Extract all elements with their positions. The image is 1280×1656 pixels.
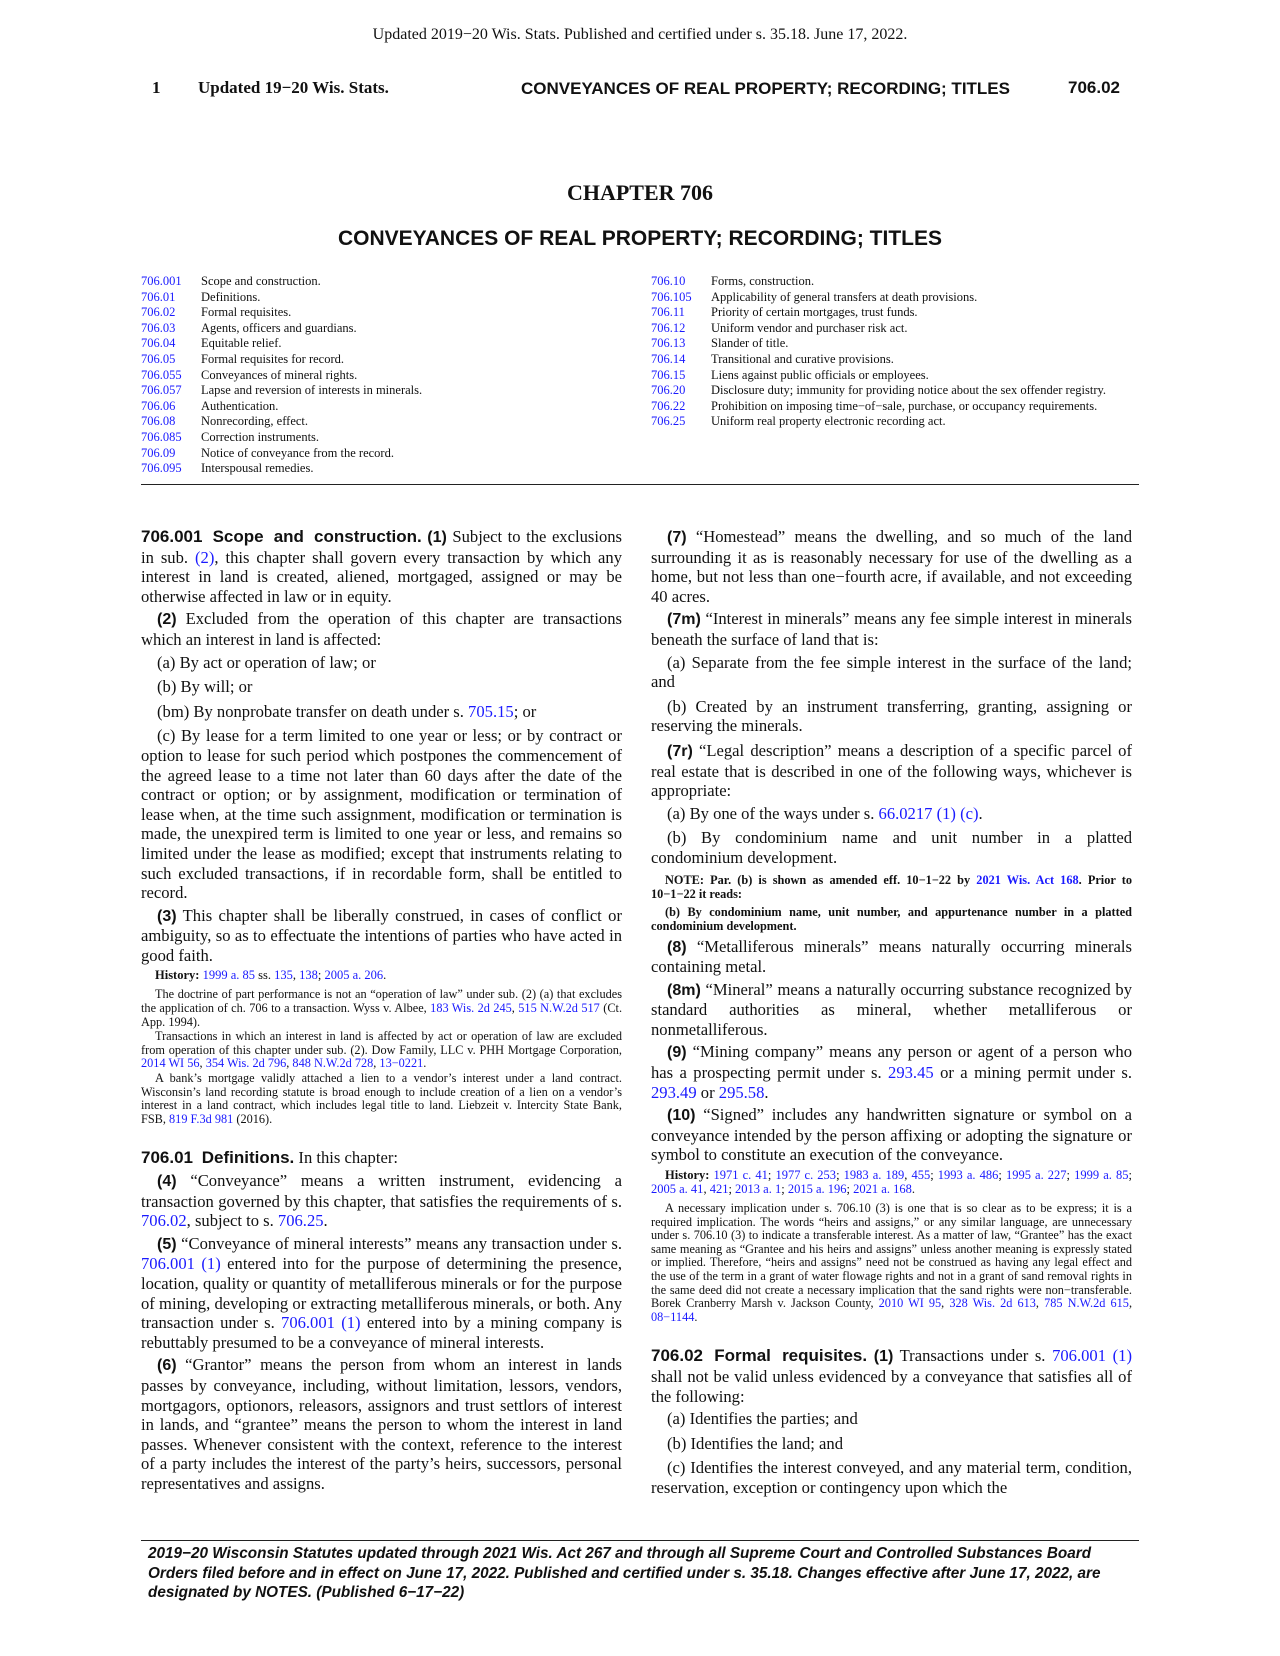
text-run: (b) By will; or: [157, 677, 253, 697]
subsection-paragraph: [651, 527, 1132, 606]
toc-section-link[interactable]: 706.05: [141, 351, 176, 366]
top-line: Updated 2019−20 Wis. Stats. Published and certified under s. 35.18. June 17, 2022.: [372, 26, 908, 43]
text-run: entered into for the purpose of determining the presence, location, quality or quantity of metalliferous minerals or for the purpose of mining, developing or extracting metalliferous minerals, or both. Any transaction under s.: [141, 1254, 622, 1333]
toc-section-title: Nonrecording, effect.: [201, 414, 309, 429]
toc-section-title: Scope and construction.: [201, 274, 321, 288]
subsection-paragraph: [141, 1171, 622, 1231]
list-item: [651, 804, 1132, 824]
text-run: Subject to the exclusions in sub.: [141, 527, 622, 567]
toc-section-title: Correction instruments.: [201, 429, 320, 444]
toc-section-link[interactable]: 706.14: [651, 351, 686, 366]
toc-section-link[interactable]: 706.01: [141, 289, 176, 304]
text-run: .: [911, 1182, 915, 1197]
toc-entry: [651, 321, 1135, 337]
text-run: or: [696, 1082, 719, 1102]
chapter-number: CHAPTER 706: [566, 180, 714, 205]
list-item: [651, 653, 1132, 692]
toc-section-title: Uniform real property electronic recording act.: [711, 414, 946, 429]
toc-entry: [141, 414, 611, 430]
toc-section-link[interactable]: 706.09: [141, 445, 176, 460]
toc-section-link[interactable]: 706.055: [141, 367, 182, 382]
toc-entry: [651, 399, 1135, 415]
text-run: ;: [998, 1168, 1006, 1183]
history-note: [141, 968, 622, 982]
citation-link[interactable]: 1983 a. 189: [843, 1168, 905, 1183]
citation-link[interactable]: 2010 WI 95: [878, 1296, 942, 1311]
toc-section-link[interactable]: 706.105: [651, 289, 692, 304]
annotation: [141, 1072, 622, 1126]
toc-section-title: Authentication.: [201, 398, 279, 413]
text-run: This chapter shall be liberally construed, in cases of conflict or ambiguity, so as to effectuate the intentions of parties who have acted in good faith.: [141, 905, 622, 965]
subsection-number: (4): [157, 1173, 177, 1190]
text-run: ;: [846, 1182, 854, 1197]
toc-entry: [141, 274, 611, 290]
citation-link[interactable]: 2014 WI 56: [141, 1056, 200, 1071]
text-run: ;: [317, 968, 325, 983]
subsection-paragraph: [651, 937, 1132, 977]
text-run: .: [694, 1309, 698, 1324]
citation-link[interactable]: 1995 a. 227: [1005, 1168, 1067, 1183]
text-run: ,: [286, 1056, 293, 1071]
toc-entry: [141, 446, 611, 462]
toc-section-link[interactable]: 706.06: [141, 398, 176, 413]
subsection-number: (7r): [667, 742, 693, 760]
citation-link[interactable]: 2015 a. 196: [787, 1182, 847, 1197]
text-run: (c) By lease for a term limited to one year or less; or by contract or option to lease for such period which postpones the commencement of the agreed lease to a time not later than 60 days after the date of the contract or option; or by assignment, modification or termination of lease when, at the time such assignment, modification or termination is made, the unexpired term is limited to one year or less, and remains so limited under the lease as modified; except that instruments relating to such excluded transactions, if in recordable form, shall be entitled to record.: [141, 726, 622, 903]
text-run: ,: [703, 1182, 710, 1197]
toc-section-link[interactable]: 706.11: [651, 305, 685, 320]
citation-link[interactable]: 354 Wis. 2d 796: [205, 1056, 287, 1071]
text-run: ,: [292, 968, 300, 983]
text-run: ss.: [255, 968, 275, 983]
citation-link[interactable]: 66.0217 (1) (c): [878, 803, 979, 823]
toc-entry: [651, 336, 1135, 352]
right-column: [651, 527, 1132, 1503]
text-run: In this chapter:: [294, 1148, 398, 1168]
toc-entry: [651, 274, 1135, 290]
citation-link[interactable]: 2021 a. 168: [853, 1182, 912, 1197]
citation-link[interactable]: 293.45: [888, 1063, 934, 1083]
short-title: Updated 19−20 Wis. Stats.: [198, 78, 389, 97]
section-heading-paragraph: [141, 527, 622, 606]
subsection-number: (6): [157, 1357, 177, 1375]
citation-link[interactable]: (2): [195, 547, 215, 567]
toc-entry: [141, 461, 611, 477]
text-run: .: [383, 968, 387, 983]
text-run: ;: [1128, 1168, 1132, 1183]
chapter-title: CONVEYANCES OF REAL PROPERTY; RECORDING; TITLES: [337, 227, 942, 250]
toc-section-title: Formal requisites for record.: [201, 351, 345, 366]
text-run: ;: [767, 1168, 776, 1183]
list-item: [141, 677, 622, 697]
toc-section-title: Applicability of general transfers at death provisions.: [711, 289, 978, 304]
text-run: (a) Separate from the fee simple interest in the surface of the land; and: [651, 652, 1132, 692]
text-run: (a) By one of the ways under s.: [667, 803, 879, 823]
history-label: History:: [155, 968, 200, 983]
toc-section-link[interactable]: 706.057: [141, 383, 182, 398]
text-run: (a) Identifies the parties; and: [667, 1409, 858, 1429]
text-run: , this chapter shall govern every transaction by which any interest in land is created, aliened, mortgaged, assigned or may be otherwise affected in law or in equity.: [141, 547, 622, 606]
editorial-note: [651, 905, 1132, 933]
toc-entry: [141, 290, 611, 306]
subsection-paragraph: [141, 1355, 622, 1493]
toc-section-title: Uniform vendor and purchaser risk act.: [711, 320, 908, 335]
text-run: Excluded from the operation of this chapter are transactions which an interest in land is affected:: [141, 609, 622, 649]
citation-link[interactable]: 706.02: [141, 1211, 187, 1231]
list-item: [651, 1458, 1132, 1497]
citation-link[interactable]: 293.49: [651, 1082, 697, 1102]
citation-link[interactable]: 1999 a. 85: [1074, 1168, 1129, 1183]
section-title: 706.02 Formal requisites.: [651, 1346, 868, 1366]
text-run: ;: [930, 1168, 938, 1183]
text-run: shall not be valid unless evidenced by a conveyance that satisfies all of the following:: [651, 1366, 1132, 1406]
toc-section-link[interactable]: 706.15: [651, 367, 686, 382]
citation-link[interactable]: 819 F.3d 981: [169, 1111, 234, 1126]
text-run: (a) By act or operation of law; or: [157, 652, 376, 672]
toc-section-link[interactable]: 706.085: [141, 429, 182, 444]
history-label: History:: [665, 1168, 710, 1183]
toc-section-link[interactable]: 706.20: [651, 383, 686, 398]
list-item: [651, 828, 1132, 867]
text-run: [867, 1346, 874, 1365]
toc-section-title: Conveyances of mineral rights.: [201, 367, 358, 382]
text-run: .: [323, 1211, 328, 1231]
toc-entry: [651, 290, 1135, 306]
toc-section-title: Liens against public officials or employees.: [711, 367, 929, 382]
toc-entry: [141, 305, 611, 321]
toc-entry: [141, 368, 611, 384]
subsection-number: (1): [427, 529, 447, 546]
text-run: entered into by a mining company is rebuttably presumed to be a conveyance of mineral interests.: [141, 1313, 622, 1352]
text-run: “Conveyance” means a written instrument, evidencing a transaction governed by this chapter, that satisfies the requirements of s.: [141, 1171, 622, 1211]
text-run: “Homestead” means the dwelling, and so much of the land surrounding it as is reasonably necessary for use of the dwelling as a home, but not less than one−fourth acre, if available, and not exceeding 40 acres.: [651, 527, 1132, 606]
text-run: “Interest in minerals” means any fee simple interest in minerals beneath the surface of land that is:: [651, 609, 1132, 649]
text-run: , subject to s.: [186, 1211, 278, 1231]
section-ref: 706.02: [1068, 78, 1120, 97]
toc-section-link[interactable]: 706.001: [141, 274, 182, 288]
subsection-paragraph: [141, 609, 622, 649]
citation-link[interactable]: 785 N.W.2d 615: [1044, 1296, 1129, 1311]
footer-note: 2019−20 Wisconsin Statutes updated through 2021 Wis. Act 267 and through all Supreme Court and Controlled Substances Board Orders filed before and in effect on June 17, 2022. Published and certified under s. 35.18. Changes effective after June 17, 2022, are designated by NOTES. (Published 6−17−22): [148, 1545, 1101, 1601]
citation-link[interactable]: 328 Wis. 2d 613: [949, 1296, 1036, 1311]
text-run: ;: [836, 1168, 844, 1183]
subsection-paragraph: [651, 980, 1132, 1040]
text-run: ;: [1066, 1168, 1075, 1183]
citation-link[interactable]: 455: [911, 1168, 931, 1183]
toc-entry: [141, 399, 611, 415]
toc-section-title: Prohibition on imposing time−of−sale, purchase, or occupancy requirements.: [711, 398, 1098, 413]
text-run: (c) Identifies the interest conveyed, and any material term, condition, reservation, exception or contingency upon which the: [651, 1458, 1132, 1497]
text-run: .: [978, 803, 983, 823]
annotation: [141, 988, 622, 1029]
text-run: ,: [373, 1056, 380, 1071]
subsection-number: (1): [873, 1348, 894, 1366]
text-run: (b) Created by an instrument transferring, granting, assigning or reserving the minerals.: [651, 696, 1132, 736]
toc-section-title: Priority of certain mortgages, trust funds.: [711, 305, 918, 320]
text-run: (2016).: [233, 1111, 273, 1126]
text-run: “Conveyance of mineral interests” means any transaction under s.: [176, 1233, 622, 1253]
subsection-number: (7): [667, 529, 687, 546]
text-run: NOTE: Par. (b) is shown as amended eff. 10−1−22 by: [665, 872, 977, 887]
toc-entry: [141, 321, 611, 337]
list-item: [651, 697, 1132, 736]
toc-section-link[interactable]: 706.04: [141, 336, 176, 351]
text-run: “Mineral” means a naturally occurring substance recognized by standard authorities as mineral, whether metalliferous or nonmetalliferous.: [651, 979, 1132, 1039]
text-run: ;: [781, 1182, 788, 1197]
citation-link[interactable]: 1971 c. 41: [713, 1168, 768, 1183]
citation-link[interactable]: 1993 a. 486: [937, 1168, 999, 1183]
text-run: Transactions in which an interest in land is affected by act or operation of law are excluded from operation of this chapter under sub. (2). Dow Family, LLC v. PHH Mortgage Corporation,: [141, 1029, 622, 1057]
subsection-paragraph: [651, 741, 1132, 801]
section-title: 706.01 Definitions.: [141, 1148, 295, 1168]
text-run: ,: [1128, 1296, 1133, 1311]
toc-section-title: Forms, construction.: [711, 274, 815, 288]
subsection-number: (7m): [667, 611, 701, 629]
citation-link[interactable]: 135: [274, 968, 293, 983]
subsection-number: (8): [667, 938, 687, 956]
left-column: [141, 527, 622, 1497]
subsection-paragraph: [141, 1234, 622, 1353]
subsection-paragraph: [651, 1105, 1132, 1165]
toc-section-title: Agents, officers and guardians.: [201, 320, 357, 335]
toc-section-title: Transitional and curative provisions.: [711, 351, 894, 366]
citation-link[interactable]: 2005 a. 41: [651, 1182, 704, 1197]
toc-section-link[interactable]: 706.10: [651, 274, 686, 288]
subsection-paragraph: [141, 906, 622, 966]
text-run: “Mining company” means any person or agent of a person who has a prospecting permit under s.: [651, 1042, 1132, 1083]
citation-link[interactable]: 13−0221: [379, 1056, 424, 1071]
subsection-number: (3): [157, 907, 177, 925]
running-title: CONVEYANCES OF REAL PROPERTY; RECORDING; TITLES: [521, 79, 1010, 98]
text-run: ,: [941, 1296, 950, 1311]
toc-section-link[interactable]: 706.12: [651, 320, 686, 335]
section-heading-paragraph: [141, 1148, 622, 1168]
text-run: “Legal description” means a description of a specific parcel of real estate that is described in one of the following ways, whichever is appropriate:: [651, 740, 1132, 801]
text-run: . Prior to 10−1−22 it reads:: [651, 872, 1132, 901]
citation-link[interactable]: 706.001 (1): [281, 1313, 361, 1333]
toc-section-title: Formal requisites.: [201, 305, 292, 320]
citation-link[interactable]: 421: [709, 1182, 729, 1197]
text-run: (Ct. App. 1994).: [141, 1001, 623, 1029]
section-title: 706.001 Scope and construction.: [141, 527, 422, 546]
toc-entry: [651, 414, 1135, 430]
subsection-paragraph: [141, 726, 622, 902]
toc-entry: [651, 383, 1135, 399]
citation-link[interactable]: 138: [299, 968, 318, 983]
text-run: .: [764, 1082, 769, 1102]
text-run: “Grantor” means the person from whom an interest in lands passes by conveyance, including, without limitation, lessors, vendors, mortgagors, optionors, releasors, assignors and trust settlors of interest in lands, and “grantee” means the person to whom the interest in land passes. Whenever consistent with the context, reference to the interest of a party includes the interest of the party’s heirs, successors, personal representatives and assigns.: [141, 1355, 622, 1493]
toc-entry: [141, 383, 611, 399]
toc-section-title: Interspousal remedies.: [201, 461, 314, 476]
list-item: [141, 702, 622, 722]
history-note: [651, 1168, 1132, 1196]
toc-section-link[interactable]: 706.08: [141, 414, 176, 429]
toc-section-link[interactable]: 706.25: [651, 414, 686, 429]
toc-entry: [141, 352, 611, 368]
toc-entry: [651, 368, 1135, 384]
subsection-number: (2): [157, 611, 177, 629]
text-run: (bm) By nonprobate transfer on death under s.: [157, 701, 469, 721]
citation-link[interactable]: 2005 a. 206: [324, 968, 384, 983]
toc-left: [141, 274, 611, 477]
text-run: ,: [904, 1168, 912, 1183]
subsection-number: (10): [667, 1107, 696, 1125]
subsection-number: (5): [157, 1235, 177, 1253]
toc-entry: [651, 352, 1135, 368]
toc-entry: [651, 305, 1135, 321]
citation-link[interactable]: 515 N.W.2d 517: [518, 1001, 600, 1016]
toc-section-title: Equitable relief.: [201, 336, 282, 351]
text-run: ,: [1035, 1296, 1045, 1311]
toc-section-title: Disclosure duty; immunity for providing notice about the sex offender registry.: [711, 383, 1107, 398]
text-run: ;: [728, 1182, 736, 1197]
section-heading-paragraph: [651, 1346, 1132, 1406]
text-run: “Metalliferous minerals” means naturally occurring minerals containing metal.: [651, 936, 1132, 977]
citation-link[interactable]: 08−1144: [651, 1309, 695, 1324]
annotation: [651, 1202, 1132, 1324]
toc-section-link[interactable]: 706.13: [651, 336, 686, 351]
toc-entry: [141, 336, 611, 352]
citation-link[interactable]: 1977 c. 253: [775, 1168, 837, 1183]
text-run: A necessary implication under s. 706.10 (3) is one that is so clear as to be express; it is a required implication. The words “heirs and assigns,” or any similar language, are unnecessary under s. 706.10 (3) to indicate a transferable interest. As a matter of law, “Grantee” has the exact same meaning as “Grantee and his heirs and assigns” unless another meaning is expressly stated or implied. Therefore, “heirs and assigns” need not be construed as having any legal effect and the use of the term in a grant of water flowage rights and not in a grant of sand removal rights in the same deed did not create a necessary implication that the sand rights were non−transferable. Borek Cranberry Marsh v. Jackson County,: [651, 1201, 1132, 1311]
list-item: [651, 1434, 1132, 1454]
toc-section-title: Slander of title.: [711, 336, 789, 351]
citation-link[interactable]: 295.58: [718, 1082, 765, 1102]
toc-section-title: Lapse and reversion of interests in minerals.: [201, 383, 423, 398]
toc-section-title: Definitions.: [201, 289, 261, 304]
citation-link[interactable]: 848 N.W.2d 728: [292, 1056, 374, 1071]
citation-link[interactable]: 2021 Wis. Act 168: [976, 872, 1079, 887]
toc-right: [651, 274, 1135, 430]
text-run: ,: [511, 1001, 519, 1016]
list-item: [141, 653, 622, 673]
citation-link[interactable]: 1999 a. 85: [202, 968, 255, 983]
divider: [141, 484, 1139, 485]
text-run: The doctrine of part performance is not an “operation of law” under sub. (2) (a) that excludes the application of ch. 706 to a transaction. Wyss v. Albee,: [141, 987, 622, 1016]
subsection-paragraph: [651, 609, 1132, 649]
citation-link[interactable]: 705.15: [468, 701, 514, 721]
toc-section-link[interactable]: 706.03: [141, 320, 176, 335]
text-run: “Signed” includes any handwritten signature or symbol on a conveyance intended by the person affixing or adopting the signature or symbol to constitute an execution of the conveyance.: [651, 1105, 1132, 1165]
footer-divider: [141, 1540, 1139, 1541]
text-run: ,: [199, 1056, 206, 1071]
toc-section-link[interactable]: 706.22: [651, 398, 686, 413]
text-run: .: [423, 1056, 427, 1071]
page-number: 1: [152, 78, 161, 97]
subsection-number: (9): [667, 1044, 687, 1062]
editorial-note: [651, 873, 1132, 901]
toc-section-title: Notice of conveyance from the record.: [201, 445, 394, 460]
toc-section-link[interactable]: 706.095: [141, 461, 182, 476]
citation-link[interactable]: 706.25: [277, 1211, 324, 1231]
text-run: (b) Identifies the land; and: [667, 1433, 844, 1453]
text-run: ; or: [513, 701, 537, 721]
text-run: A bank’s mortgage validly attached a lien to a vendor’s interest under a land contract. Wisconsin’s land recording statute is broad enough to include creation of a lien on a vendor’s interest in a land contract, which includes legal title to land. Liebzeit v. Intercity State Bank, FSB,: [141, 1071, 622, 1126]
text-run: or a mining permit under s.: [933, 1063, 1132, 1083]
text-run: (b) By condominium name, unit number, and appurtenance number in a platted condominium development.: [651, 904, 1132, 933]
toc-section-link[interactable]: 706.02: [141, 305, 176, 320]
list-item: [651, 1409, 1132, 1429]
citation-link[interactable]: 183 Wis. 2d 245: [430, 1001, 512, 1016]
citation-link[interactable]: 706.001 (1): [1052, 1346, 1132, 1366]
toc-entry: [141, 430, 611, 446]
citation-link[interactable]: 706.001 (1): [141, 1254, 221, 1274]
citation-link[interactable]: 2013 a. 1: [735, 1182, 782, 1197]
subsection-paragraph: [651, 1042, 1132, 1102]
text-run: Transactions under s.: [893, 1346, 1053, 1366]
annotation: [141, 1030, 622, 1071]
text-run: (b) By condominium name and unit number in a platted condominium development.: [651, 828, 1132, 867]
subsection-number: (8m): [667, 981, 701, 999]
